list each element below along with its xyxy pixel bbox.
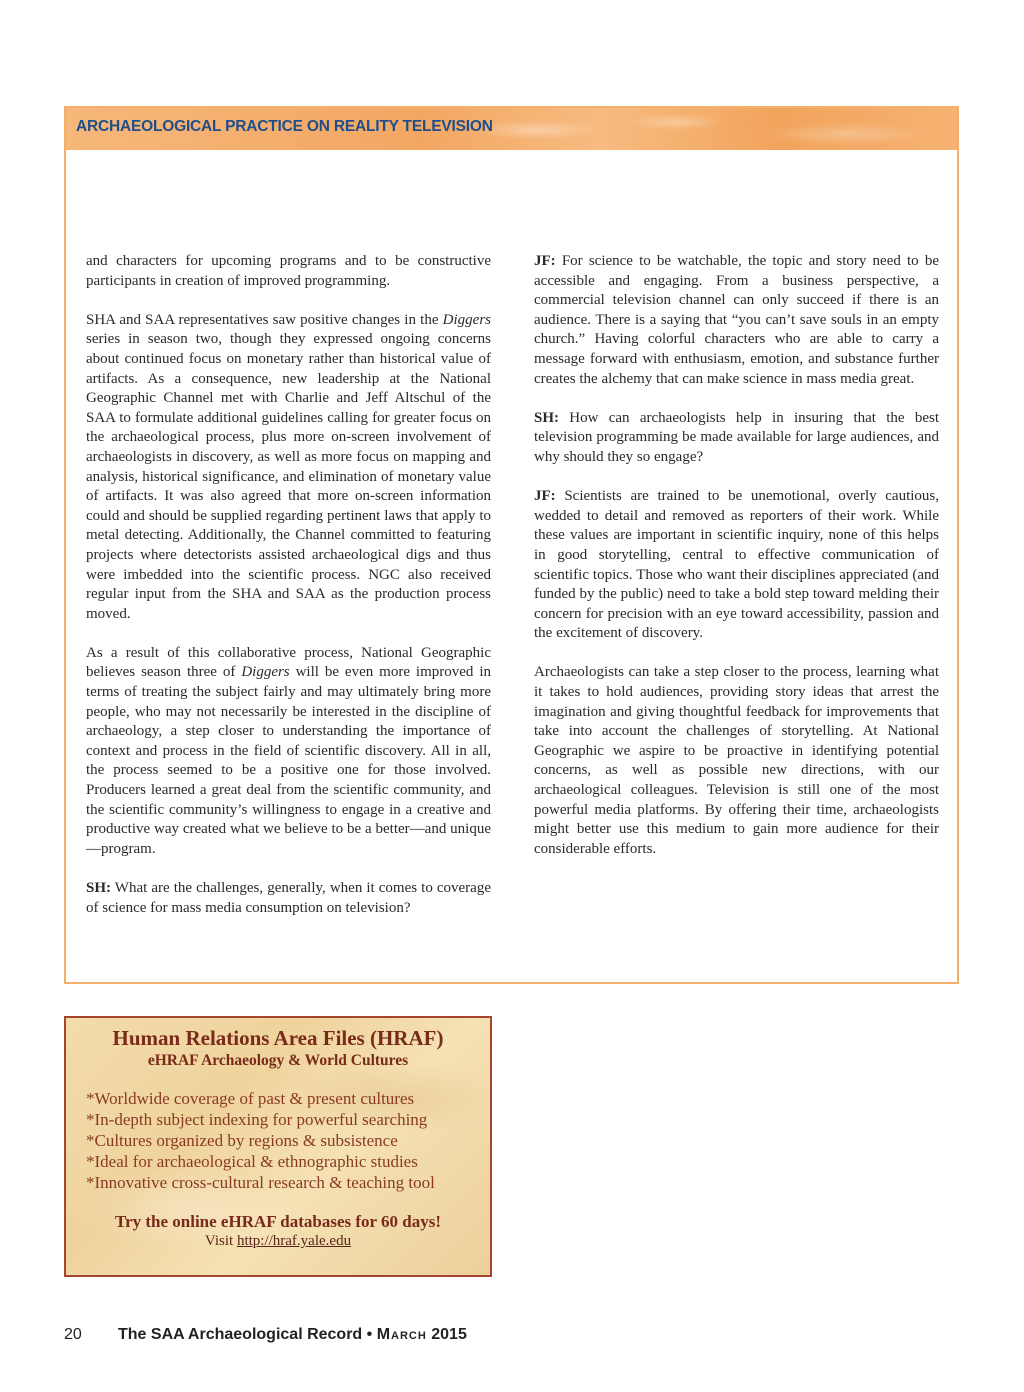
list-item: *Worldwide coverage of past & present cultures xyxy=(86,1089,415,1108)
section-title: ARCHAEOLOGICAL PRACTICE ON REALITY TELEVISION xyxy=(76,118,493,135)
ad-feature-list xyxy=(66,1088,490,1193)
ad-title: Human Relations Area Files (HRAF) xyxy=(112,1026,444,1050)
interview-answer xyxy=(534,252,939,389)
paragraph-text: As a result of this collaborative process, National Geographic believes season three of xyxy=(86,644,491,681)
interview-question xyxy=(86,879,491,918)
section-header-band xyxy=(66,108,957,150)
show-title: Diggers xyxy=(241,664,290,681)
list-item: *Ideal for archaeological & ethnographic studies xyxy=(86,1152,418,1171)
paragraph-text: SHA and SAA representatives saw positive changes in the xyxy=(86,311,443,328)
answer-text: Scientists are trained to be unemotional, overly cautious, wedded to detail and removed as reporters of their work. While these values are important in scientific inquiry, none of this helps in good storytelling, central to effective communication of scientific topics. Those who want their disciplines appreciated (and funded by the public) need to take a bold step toward melding their concern for precision with an eye toward accessibility, passion and the excitement of discovery. xyxy=(534,488,939,642)
paragraph-text: series in season two, though they expressed ongoing concerns about continued focus on monetary rather than historical value of artifacts. As a consequence, new leadership at the National Geographic Channel met with Charlie and Jeff Altschul of the SAA to formulate additional guidelines calling for greater focus on the archaeological process, plus more on-screen involvement of archaeologists in discovery, as well as more focus on mapping and analysis, historical significance, and elimination of monetary value of artifacts. It was also agreed that more on-screen information could and should be supplied regarding pertinent laws that apply to metal detecting. Additionally, the Channel committed to featuring projects where detectorists assisted archaeological digs and thus were imbedded into the scientific process. NGC also received regular input from the SHA and SAA as the production process moved. xyxy=(86,331,491,622)
list-item: *Cultures organized by regions & subsistence xyxy=(86,1131,398,1150)
paragraph-text: Archaeologists can take a step closer to the process, learning what it takes to hold audiences, providing story ideas that arrest the imagination and giving thoughtful feedback for improvements that take into account the challenges of storytelling. At National Geographic we aspire to be proactive in identifying potential concerns, as well as possible new directions, with our archaeological colleagues. Television is still one of the most powerful media platforms. By offering their time, archaeologists might better use this medium to gain more audience for their considerable efforts. xyxy=(534,664,939,857)
paragraph xyxy=(86,311,491,625)
question-text: What are the challenges, generally, when it comes to coverage of science for mass media consumption on television? xyxy=(86,880,491,916)
interview-answer xyxy=(534,487,939,644)
paragraph-text: will be even more improved in terms of treating the subject fairly and may ultimately bring more people, who may not necessarily be interested in the discipline of archaeology, a step closer to understanding the importance of context and process in the field of scientific discovery. All in all, the process seemed to be a positive one for those involved. Producers learned a great deal from the scientific community, and the scientific community’s willingness to engage in a creative and productive way created what we believe to be a better—and unique—program. xyxy=(86,664,491,857)
speaker-label: SH: xyxy=(86,880,112,896)
question-text: How can archaeologists help in insuring that the best television programming be made available for large audiences, and why should they so engage? xyxy=(534,409,939,465)
paragraph xyxy=(86,644,491,860)
list-item: *In-depth subject indexing for powerful searching xyxy=(86,1110,428,1129)
paragraph xyxy=(86,252,491,291)
page-number: 20 xyxy=(64,1326,82,1343)
issue-year: 2015 xyxy=(426,1326,467,1343)
visit-label: Visit xyxy=(204,1233,237,1249)
left-column xyxy=(86,252,491,938)
publication-title: The SAA Archaeological Record xyxy=(118,1326,363,1343)
paragraph xyxy=(534,663,939,859)
list-item: *Innovative cross-cultural research & teaching tool xyxy=(86,1173,435,1192)
hraf-link[interactable]: http://hraf.yale.edu xyxy=(236,1233,352,1249)
footer-separator: • xyxy=(362,1326,377,1343)
hraf-advertisement xyxy=(64,1016,492,1277)
issue-month: March xyxy=(376,1326,427,1343)
interview-question xyxy=(534,409,939,468)
page-footer xyxy=(64,1326,467,1344)
right-column xyxy=(534,252,939,879)
ad-visit-line xyxy=(66,1233,490,1250)
speaker-label: JF: xyxy=(534,253,556,269)
show-title: Diggers xyxy=(442,311,491,328)
ad-call-to-action: Try the online eHRAF databases for 60 days! xyxy=(115,1212,441,1231)
speaker-label: SH: xyxy=(534,409,560,426)
ad-subtitle: eHRAF Archaeology & World Cultures xyxy=(147,1052,409,1069)
paragraph-text: and characters for upcoming programs and to be constructive participants in creation of improved programming. xyxy=(86,253,491,289)
speaker-label: JF: xyxy=(534,488,556,505)
answer-text: For science to be watchable, the topic and story need to be accessible and engaging. From a business perspective, a commercial television channel can only succeed if there is an audience. There is a saying that “you can’t save souls in an empty church.” Having colorful characters who are able to carry a message forward with enthusiasm, emotion, and substance further creates the alchemy that can make science in mass media great. xyxy=(534,253,939,387)
